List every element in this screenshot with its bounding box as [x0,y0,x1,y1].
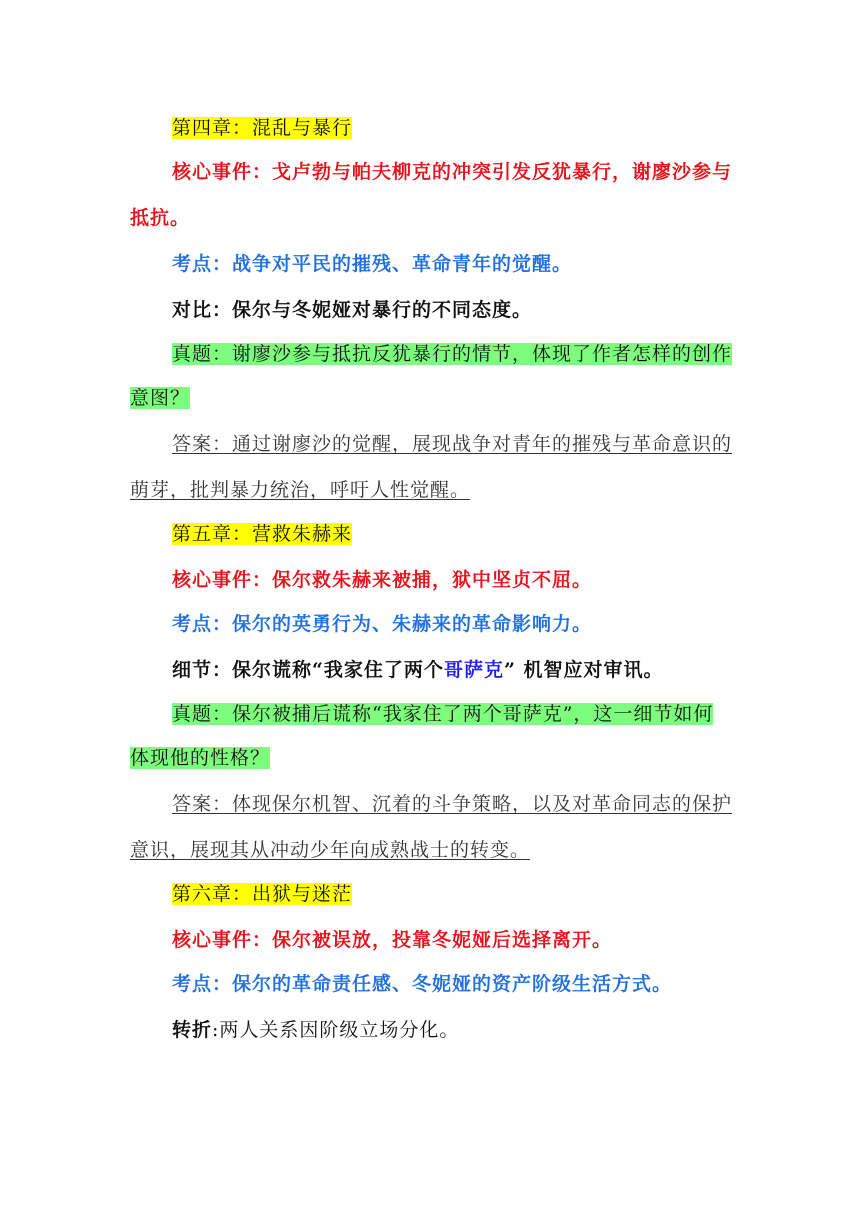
chapter-4-event-line2: 抵抗。 [130,207,191,229]
cossack-term: 哥萨克 [443,659,504,681]
chapter-5-answer-line1: 答案：体现保尔机智、沉着的斗争策略，以及对革命同志的保护 [172,793,733,815]
chapter-6-heading: 第六章：出狱与迷茫 [172,883,353,905]
chapter-5-question-line2: 体现他的性格？ [130,747,271,769]
chapter-4-question-line1: 真题：谢廖沙参与抵抗反犹暴行的情节，体现了作者怎样的创作 [172,343,733,365]
chapter-6-turning-point: 转折:两人关系因阶级立场分化。 [172,1019,460,1041]
chapter-4-event-line1: 核心事件：戈卢勃与帕夫柳克的冲突引发反犹暴行，谢廖沙参与 [172,161,733,183]
chapter-4-question-line2: 意图？ [130,387,191,409]
chapter-4-contrast: 对比：保尔与冬妮娅对暴行的不同态度。 [172,299,533,321]
chapter-5-heading: 第五章：营救朱赫来 [172,523,353,545]
chapter-5-question-line1: 真题：保尔被捕后谎称“我家住了两个哥萨克”，这一细节如何 [172,703,714,725]
chapter-4-heading: 第四章：混乱与暴行 [172,117,353,139]
chapter-6-event: 核心事件：保尔被误放，投靠冬妮娅后选择离开。 [172,929,613,951]
chapter-5-answer-line2: 意识，展现其从冲动少年向成熟战士的转变。 [130,839,531,861]
chapter-4-point: 考点：战争对平民的摧残、革命青年的觉醒。 [172,253,573,275]
chapter-4-answer-line1: 答案：通过谢廖沙的觉醒，展现战争对青年的摧残与革命意识的 [172,433,733,455]
chapter-5-detail: 细节：保尔谎称“我家住了两个哥萨克” 机智应对审讯。 [172,659,664,681]
chapter-5-point: 考点：保尔的英勇行为、朱赫来的革命影响力。 [172,613,593,635]
chapter-5-event: 核心事件：保尔救朱赫来被捕，狱中坚贞不屈。 [172,569,593,591]
chapter-6-point: 考点：保尔的革命责任感、冬妮娅的资产阶级生活方式。 [172,973,673,995]
chapter-4-answer-line2: 萌芽，批判暴力统治，呼吁人性觉醒。 [130,479,471,501]
